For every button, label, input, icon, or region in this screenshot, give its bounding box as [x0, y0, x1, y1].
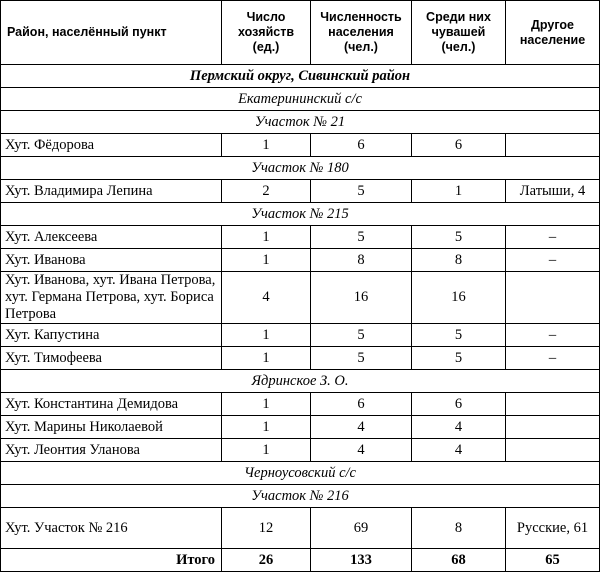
table-row	[1, 508, 600, 549]
cell-other: –	[506, 249, 600, 272]
cell-population: 5	[311, 180, 412, 203]
section-okrug: Пермский округ, Сивинский район	[1, 65, 600, 88]
cell-chuvash: 5	[412, 324, 506, 347]
table-row	[1, 134, 600, 157]
section-row	[1, 485, 600, 508]
cell-settlement: Хут. Алексеева	[1, 226, 222, 249]
cell-population: 16	[311, 272, 412, 324]
cell-population: 69	[311, 508, 412, 549]
cell-other	[506, 439, 600, 462]
table-row	[1, 439, 600, 462]
section-row	[1, 462, 600, 485]
cell-chuvash: 5	[412, 226, 506, 249]
table-row	[1, 272, 600, 324]
total-households: 26	[222, 549, 311, 572]
header-row	[1, 1, 600, 65]
cell-households: 1	[222, 416, 311, 439]
table-row	[1, 324, 600, 347]
table-row	[1, 416, 600, 439]
table-row	[1, 249, 600, 272]
cell-households: 4	[222, 272, 311, 324]
cell-chuvash: 4	[412, 416, 506, 439]
section-zo: Ядринское З. О.	[1, 370, 600, 393]
section-row	[1, 65, 600, 88]
cell-other	[506, 393, 600, 416]
cell-chuvash: 4	[412, 439, 506, 462]
cell-population: 5	[311, 347, 412, 370]
cell-population: 4	[311, 416, 412, 439]
total-population: 133	[311, 549, 412, 572]
section-uchastok: Участок № 215	[1, 203, 600, 226]
cell-other: –	[506, 347, 600, 370]
cell-population: 6	[311, 134, 412, 157]
cell-settlement: Хут. Капустина	[1, 324, 222, 347]
cell-settlement: Хут. Иванова	[1, 249, 222, 272]
cell-settlement: Хут. Участок № 216	[1, 508, 222, 549]
cell-settlement: Хут. Марины Николаевой	[1, 416, 222, 439]
cell-settlement: Хут. Иванова, хут. Ивана Петрова, хут. Германа Петрова, хут. Бориса Петрова	[1, 272, 222, 324]
cell-settlement: Хут. Константина Демидова	[1, 393, 222, 416]
table-row	[1, 226, 600, 249]
section-uchastok: Участок № 21	[1, 111, 600, 134]
cell-households: 1	[222, 347, 311, 370]
cell-chuvash: 5	[412, 347, 506, 370]
cell-households: 1	[222, 439, 311, 462]
cell-other: Русские, 61	[506, 508, 600, 549]
cell-population: 6	[311, 393, 412, 416]
cell-population: 5	[311, 226, 412, 249]
cell-other	[506, 134, 600, 157]
section-row	[1, 111, 600, 134]
cell-chuvash: 8	[412, 508, 506, 549]
total-chuvash: 68	[412, 549, 506, 572]
header-households: Число хозяйств (ед.)	[222, 1, 311, 65]
cell-settlement: Хут. Владимира Лепина	[1, 180, 222, 203]
cell-population: 5	[311, 324, 412, 347]
section-row	[1, 370, 600, 393]
cell-population: 8	[311, 249, 412, 272]
cell-households: 12	[222, 508, 311, 549]
cell-other: –	[506, 324, 600, 347]
section-row	[1, 203, 600, 226]
header-other: Другое население	[506, 1, 600, 65]
table-row	[1, 180, 600, 203]
cell-chuvash: 8	[412, 249, 506, 272]
cell-households: 2	[222, 180, 311, 203]
section-selsovet: Черноусовский с/с	[1, 462, 600, 485]
cell-households: 1	[222, 393, 311, 416]
section-selsovet: Екатерининский с/с	[1, 88, 600, 111]
cell-population: 4	[311, 439, 412, 462]
section-row	[1, 157, 600, 180]
cell-settlement: Хут. Фёдорова	[1, 134, 222, 157]
cell-other: Латыши, 4	[506, 180, 600, 203]
cell-households: 1	[222, 324, 311, 347]
header-chuvash: Среди них чувашей (чел.)	[412, 1, 506, 65]
section-uchastok: Участок № 180	[1, 157, 600, 180]
cell-chuvash: 6	[412, 393, 506, 416]
section-uchastok: Участок № 216	[1, 485, 600, 508]
cell-chuvash: 6	[412, 134, 506, 157]
total-row	[1, 549, 600, 572]
section-row	[1, 88, 600, 111]
header-population: Численность населения (чел.)	[311, 1, 412, 65]
table-row	[1, 393, 600, 416]
cell-chuvash: 16	[412, 272, 506, 324]
cell-other	[506, 272, 600, 324]
cell-settlement: Хут. Тимофеева	[1, 347, 222, 370]
cell-other: –	[506, 226, 600, 249]
header-settlement: Район, населённый пункт	[1, 1, 222, 65]
table-row	[1, 347, 600, 370]
cell-other	[506, 416, 600, 439]
cell-chuvash: 1	[412, 180, 506, 203]
cell-settlement: Хут. Леонтия Уланова	[1, 439, 222, 462]
cell-households: 1	[222, 134, 311, 157]
cell-households: 1	[222, 249, 311, 272]
cell-households: 1	[222, 226, 311, 249]
total-label: Итого	[1, 549, 222, 572]
total-other: 65	[506, 549, 600, 572]
